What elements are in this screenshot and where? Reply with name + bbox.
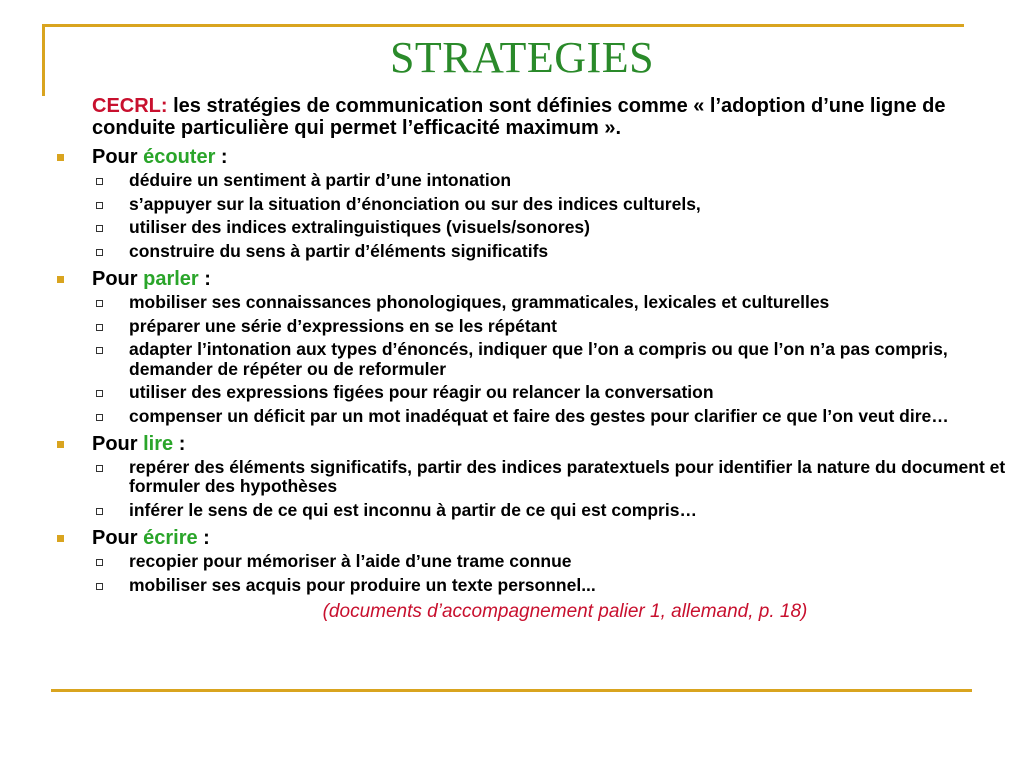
list-item-text: utiliser des expressions figées pour réagir ou relancer la conversation: [129, 382, 714, 403]
hollow-square-bullet-icon: [96, 178, 103, 185]
square-bullet-icon: [57, 535, 64, 542]
hollow-square-bullet-icon: [96, 347, 103, 354]
list-item: [52, 317, 1018, 337]
section-keyword: lire: [143, 432, 174, 455]
section-heading-lire: [52, 433, 1018, 455]
list-item-text: déduire un sentiment à partir d’une intonation: [129, 170, 512, 191]
list-item: [52, 242, 1018, 262]
section-prefix: Pour: [92, 145, 144, 168]
section-prefix: Pour: [92, 267, 144, 290]
list-item: [52, 576, 1018, 596]
section-keyword: parler: [143, 267, 199, 290]
section-heading-ecrire: [52, 527, 1018, 549]
intro-label: CECRL:: [92, 95, 168, 117]
list-item-text: mobiliser ses connaissances phonologiques, grammaticales, lexicales et culturelles: [129, 291, 830, 312]
list-item: [52, 458, 1018, 497]
square-bullet-icon: [57, 154, 64, 161]
list-item: [52, 552, 1018, 572]
list-item-text: s’appuyer sur la situation d’énonciation ou sur des indices culturels,: [129, 193, 701, 214]
slide-title: STRATEGIES: [389, 33, 655, 82]
intro-paragraph: [92, 95, 1018, 140]
source-citation: (documents d’accompagnement palier 1, allemand, p. 18): [322, 601, 808, 623]
list-item-text: recopier pour mémoriser à l’aide d’une trame connue: [129, 551, 572, 572]
list-item-text: mobiliser ses acquis pour produire un texte personnel...: [129, 574, 596, 595]
section-keyword: écouter: [143, 145, 216, 168]
hollow-square-bullet-icon: [96, 202, 103, 209]
hollow-square-bullet-icon: [96, 465, 103, 472]
frame-top-line: [42, 24, 964, 27]
section-prefix: Pour: [92, 432, 144, 455]
list-item-text: repérer des éléments significatifs, partir des indices paratextuels pour identifier la nature du document et formuler des hypothèses: [129, 456, 1006, 497]
list-item: [52, 195, 1018, 215]
intro-text: les stratégies de communication sont définies comme « l’adoption d’une ligne de conduite particulière qui permet l’efficacité maximum ».: [92, 95, 946, 140]
list-item: [52, 407, 1018, 427]
hollow-square-bullet-icon: [96, 225, 103, 232]
frame-bottom-line: [51, 689, 972, 692]
section-prefix: Pour: [92, 526, 144, 549]
slide-content: [52, 95, 1018, 623]
list-item-text: inférer le sens de ce qui est inconnu à partir de ce qui est compris…: [129, 500, 697, 521]
section-suffix: :: [197, 526, 210, 549]
hollow-square-bullet-icon: [96, 414, 103, 421]
list-item: [52, 218, 1018, 238]
list-item: [52, 383, 1018, 403]
list-item: [52, 501, 1018, 521]
list-item: [52, 340, 1018, 379]
section-keyword: écrire: [143, 526, 198, 549]
hollow-square-bullet-icon: [96, 508, 103, 515]
list-item-text: adapter l’intonation aux types d’énoncés, indiquer que l’on a compris ou que l’on n’a pas compris, demander de répéter ou de reformuler: [129, 339, 948, 379]
list-item-text: préparer une série d’expressions en se les répétant: [129, 315, 557, 336]
hollow-square-bullet-icon: [96, 249, 103, 256]
list-item: [52, 293, 1018, 313]
list-item: [52, 171, 1018, 191]
hollow-square-bullet-icon: [96, 583, 103, 590]
list-item-text: utiliser des indices extralinguistiques (visuels/sonores): [129, 217, 590, 238]
section-suffix: :: [173, 432, 186, 455]
square-bullet-icon: [57, 441, 64, 448]
hollow-square-bullet-icon: [96, 324, 103, 331]
hollow-square-bullet-icon: [96, 559, 103, 566]
section-suffix: :: [198, 267, 211, 290]
hollow-square-bullet-icon: [96, 390, 103, 397]
list-item-text: compenser un déficit par un mot inadéquat et faire des gestes pour clarifier ce que l’on veut dire…: [129, 405, 949, 426]
list-item-text: construire du sens à partir d’éléments significatifs: [129, 240, 549, 261]
section-suffix: :: [215, 145, 228, 168]
hollow-square-bullet-icon: [96, 300, 103, 307]
square-bullet-icon: [57, 276, 64, 283]
section-heading-ecouter: [52, 146, 1018, 168]
section-heading-parler: [52, 268, 1018, 290]
